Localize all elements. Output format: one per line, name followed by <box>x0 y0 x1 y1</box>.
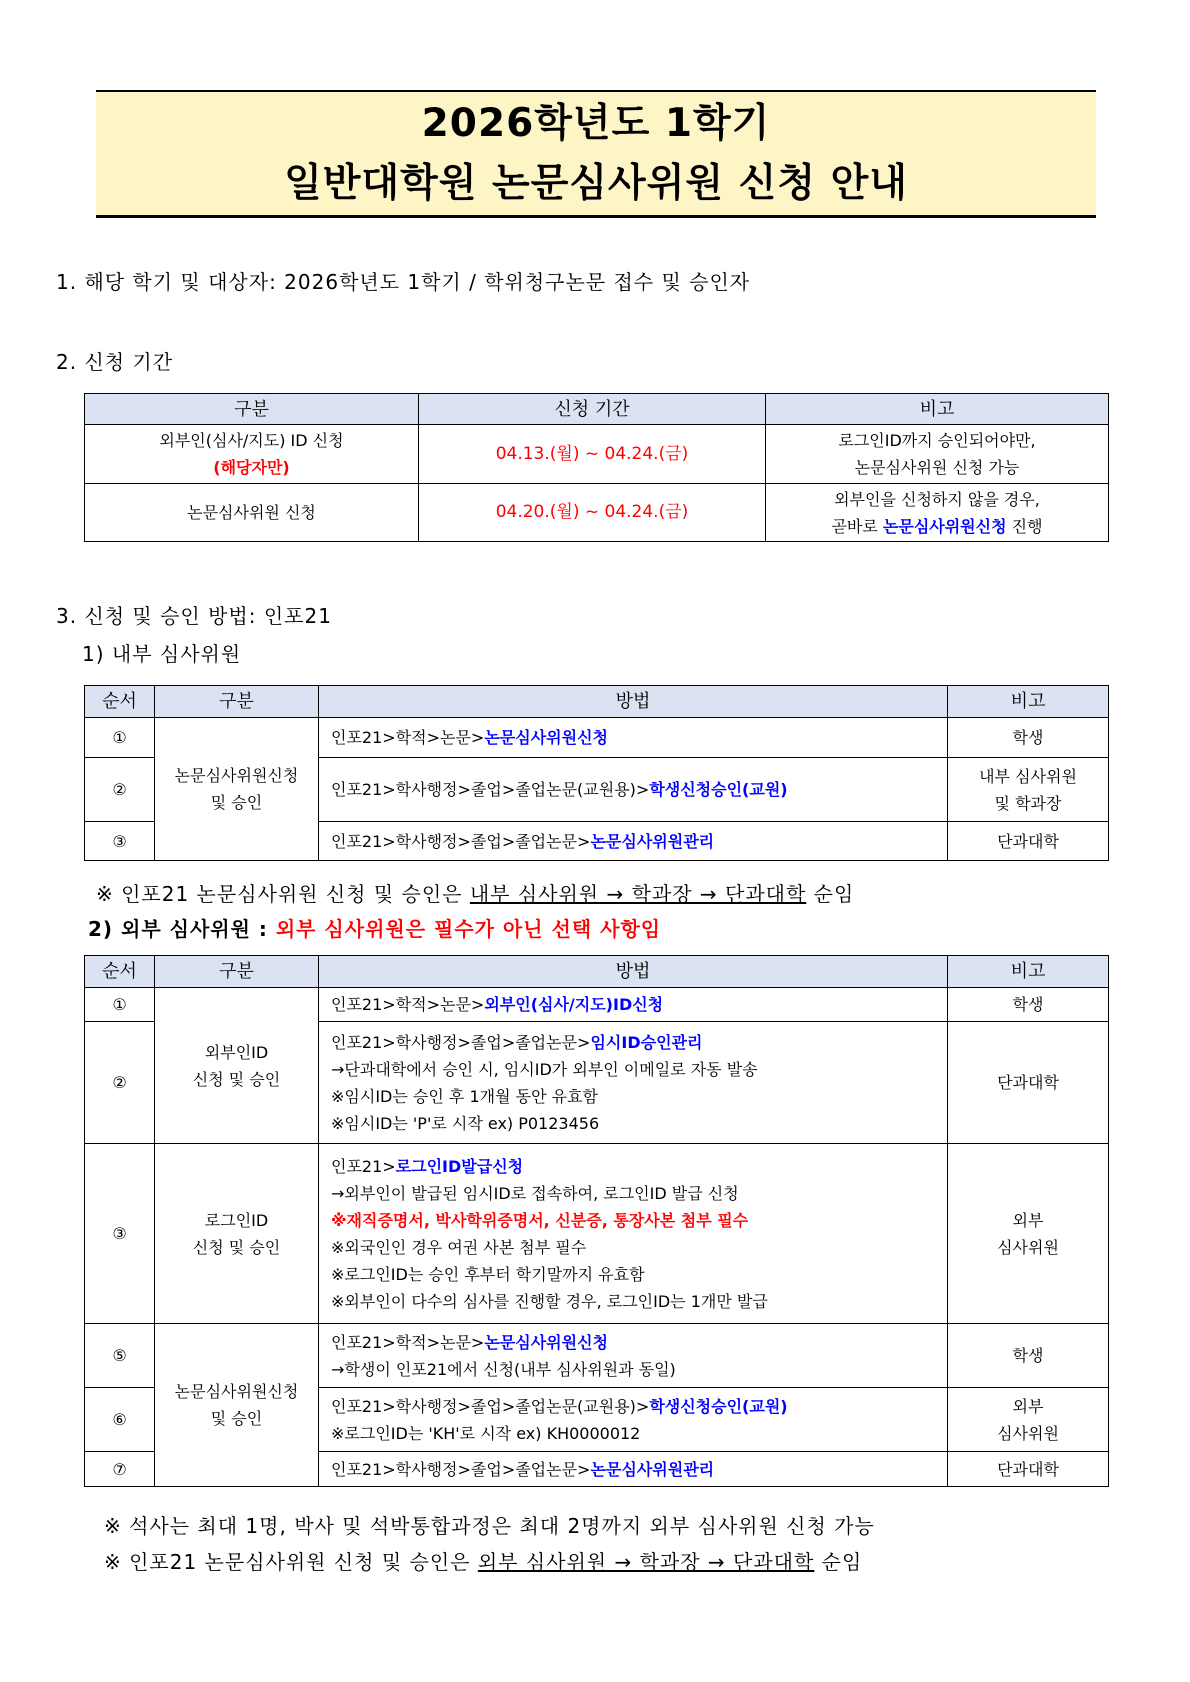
note-text: 진행 <box>1006 516 1043 536</box>
group-cell <box>155 718 319 861</box>
menu-path: 인포21>학사행정>졸업>졸업논문> <box>331 1459 591 1479</box>
menu-path: 인포21>학사행정>졸업>졸업논문> <box>331 831 591 851</box>
method-line <box>331 1393 941 1420</box>
method-line: →학생이 인포21에서 신청(내부 심사위원과 동일) <box>331 1359 676 1379</box>
method-line: ※임시ID는 'P'로 시작 ex) P0123456 <box>331 1113 600 1133</box>
table-row <box>85 1324 1109 1388</box>
menu-path: 인포21>학적>논문> <box>331 1332 485 1352</box>
menu-name: 논문심사위원신청 <box>484 1332 608 1352</box>
header-method: 방법 <box>319 686 948 718</box>
menu-name: 외부인(심사/지도)ID신청 <box>484 995 664 1014</box>
period-header-category: 구분 <box>85 394 419 425</box>
group-label: 외부인ID <box>204 1042 269 1062</box>
group-cell <box>155 1144 319 1324</box>
note-text: 순임 <box>814 1550 863 1574</box>
method-line: ※로그인ID는 'KH'로 시작 ex) KH0000012 <box>331 1423 641 1443</box>
note-text: 곧바로 <box>831 516 883 536</box>
period-note-line: 외부인을 신청하지 않을 경우, <box>834 489 1040 509</box>
title-line2: 일반대학원 논문심사위원 신청 안내 <box>284 160 908 206</box>
group-label: 신청 및 승인 <box>192 1237 281 1257</box>
row-number: ① <box>85 718 155 758</box>
approval-flow: 외부 심사위원 → 학과장 → 단과대학 <box>477 1550 815 1574</box>
subsection2-label: 2) 외부 심사위원 : <box>88 917 276 941</box>
group-label: 및 승인 <box>210 793 263 812</box>
header-category: 구분 <box>155 686 319 718</box>
note-cell <box>948 758 1109 822</box>
row-number: ⑥ <box>85 1388 155 1452</box>
row-number: ⑤ <box>85 1324 155 1388</box>
period-category-sub: (해당자만) <box>213 458 290 477</box>
menu-name: 논문심사위원관리 <box>590 831 715 851</box>
menu-path: 인포21>학사행정>졸업>졸업논문(교원용)> <box>331 1396 650 1416</box>
period-dates: 04.13.(월) ~ 04.24.(금) <box>419 425 766 484</box>
external-method-table <box>84 955 1109 1487</box>
table-row <box>85 425 1109 484</box>
menu-name: 로그인ID발급신청 <box>395 1156 524 1176</box>
group-label: 논문심사위원신청 <box>174 766 299 785</box>
method-cell <box>319 1452 948 1487</box>
period-category-label: 논문심사위원 신청 <box>85 484 419 542</box>
approval-flow: 내부 심사위원 → 학과장 → 단과대학 <box>469 882 807 906</box>
period-table <box>84 393 1109 542</box>
note-line: 심사위원 <box>997 1423 1059 1443</box>
row-number: ② <box>85 1022 155 1144</box>
note-line: 심사위원 <box>997 1237 1059 1257</box>
external-limit-note: ※ 석사는 최대 1명, 박사 및 석박통합과정은 최대 2명까지 외부 심사위원 신청 가능 <box>104 1514 875 1538</box>
menu-path: 인포21> <box>331 1156 396 1176</box>
method-cell <box>319 988 948 1022</box>
method-line <box>331 1029 941 1056</box>
row-number: ⑦ <box>85 1452 155 1487</box>
menu-path: 인포21>학적>논문> <box>331 995 485 1014</box>
group-label: 및 승인 <box>210 1409 263 1428</box>
header-note: 비고 <box>948 956 1109 988</box>
note-line: 외부 <box>1012 1210 1044 1230</box>
external-order-note <box>104 1546 862 1575</box>
note-cell: 단과대학 <box>948 1022 1109 1144</box>
row-number: ② <box>85 758 155 822</box>
group-cell <box>155 1324 319 1487</box>
table-row <box>85 718 1109 758</box>
method-cell <box>319 758 948 822</box>
menu-name: 논문심사위원관리 <box>590 1459 715 1479</box>
method-cell <box>319 1144 948 1324</box>
method-line: →외부인이 발급된 임시ID로 접속하여, 로그인ID 발급 신청 <box>331 1183 739 1203</box>
period-category-cell <box>85 425 419 484</box>
required-documents-line: ※재직증명서, 박사학위증명서, 신분증, 통장사본 첨부 필수 <box>331 1210 749 1230</box>
note-cell: 학생 <box>948 988 1109 1022</box>
internal-method-table <box>84 685 1109 861</box>
table-row <box>85 988 1109 1022</box>
note-cell <box>948 1144 1109 1324</box>
period-header-period: 신청 기간 <box>419 394 766 425</box>
table-row <box>85 484 1109 542</box>
row-number: ③ <box>85 822 155 861</box>
note-cell: 학생 <box>948 718 1109 758</box>
section3-heading: 3. 신청 및 승인 방법: 인포21 <box>56 604 332 628</box>
header-category: 구분 <box>155 956 319 988</box>
header-note: 비고 <box>948 686 1109 718</box>
method-line: ※외국인인 경우 여권 사본 첨부 필수 <box>331 1237 587 1257</box>
menu-name: 학생신청승인(교원) <box>649 1396 788 1416</box>
method-cell <box>319 1388 948 1452</box>
period-note-line: 논문심사위원 신청 가능 <box>854 458 1020 477</box>
subsection1-heading: 1) 내부 심사위원 <box>82 642 242 666</box>
group-label: 논문심사위원신청 <box>174 1382 299 1401</box>
period-note-line: 로그인ID까지 승인되어야만, <box>838 431 1036 450</box>
method-cell <box>319 822 948 861</box>
note-cell <box>948 1388 1109 1452</box>
group-label: 로그인ID <box>204 1210 269 1230</box>
section2-heading: 2. 신청 기간 <box>56 350 174 374</box>
period-note-line <box>772 513 1102 540</box>
note-line: 내부 심사위원 <box>979 766 1077 786</box>
period-note-cell <box>766 484 1109 542</box>
method-line: ※외부인이 다수의 심사를 진행할 경우, 로그인ID는 1개만 발급 <box>331 1291 768 1311</box>
method-cell <box>319 718 948 758</box>
title-line1: 2026학년도 1학기 <box>421 100 771 146</box>
header-order: 순서 <box>85 686 155 718</box>
note-text: ※ 인포21 논문심사위원 신청 및 승인은 <box>104 1550 478 1574</box>
menu-name: 논문심사위원신청 <box>484 728 608 747</box>
period-note-cell <box>766 425 1109 484</box>
period-header-note: 비고 <box>766 394 1109 425</box>
group-label: 신청 및 승인 <box>192 1069 281 1089</box>
note-cell: 단과대학 <box>948 822 1109 861</box>
method-line: ※로그인ID는 승인 후부터 학기말까지 유효함 <box>331 1264 645 1284</box>
section1-heading: 1. 해당 학기 및 대상자: 2026학년도 1학기 / 학위청구논문 접수 및 승인자 <box>56 270 751 294</box>
menu-path: 인포21>학적>논문> <box>331 728 485 747</box>
period-category-label: 외부인(심사/지도) ID 신청 <box>159 431 344 450</box>
row-number: ① <box>85 988 155 1022</box>
period-dates: 04.20.(월) ~ 04.24.(금) <box>419 484 766 542</box>
method-line <box>331 1153 941 1180</box>
group-cell <box>155 988 319 1144</box>
note-cell: 단과대학 <box>948 1452 1109 1487</box>
row-number: ③ <box>85 1144 155 1324</box>
method-cell <box>319 1022 948 1144</box>
method-line: ※임시ID는 승인 후 1개월 동안 유효함 <box>331 1086 598 1106</box>
table-row <box>85 1144 1109 1324</box>
header-method: 방법 <box>319 956 948 988</box>
menu-path: 인포21>학사행정>졸업>졸업논문> <box>331 1032 591 1052</box>
menu-name: 논문심사위원신청 <box>882 516 1007 536</box>
method-cell <box>319 1324 948 1388</box>
menu-name: 임시ID승인관리 <box>590 1032 703 1052</box>
menu-path: 인포21>학사행정>졸업>졸업논문(교원용)> <box>331 780 650 799</box>
note-text: ※ 인포21 논문심사위원 신청 및 승인은 <box>96 882 470 906</box>
subsection2-heading <box>88 913 661 942</box>
note-text: 순임 <box>806 882 855 906</box>
header-order: 순서 <box>85 956 155 988</box>
method-line: →단과대학에서 승인 시, 임시ID가 외부인 이메일로 자동 발송 <box>331 1059 758 1079</box>
title-box <box>96 90 1096 218</box>
optional-notice: 외부 심사위원은 필수가 아닌 선택 사항임 <box>275 917 662 941</box>
menu-name: 학생신청승인(교원) <box>649 780 788 799</box>
note-line: 및 학과장 <box>994 793 1062 813</box>
internal-order-note <box>96 878 854 907</box>
note-line: 외부 <box>1012 1396 1044 1416</box>
note-cell: 학생 <box>948 1324 1109 1388</box>
method-line <box>331 1329 941 1356</box>
